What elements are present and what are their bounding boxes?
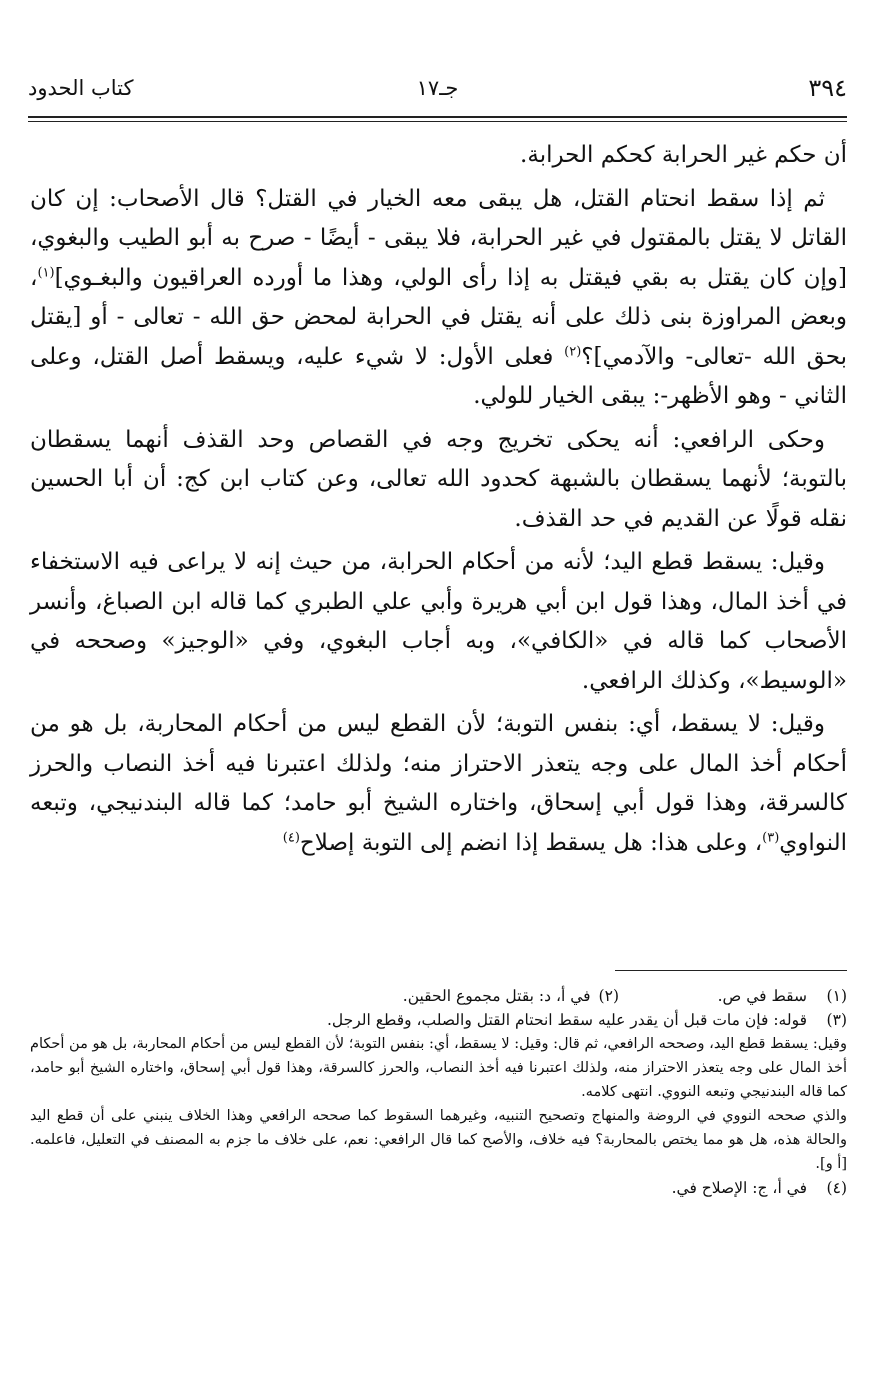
footnote-quote: والذي صححه النووي في الروضة والمنهاج وتصحيح التنبيه، وغيرهما السقوط كما صححه الرافعي وهذا الخلاف ينبني على أن قطع اليد والحالة هذه، هل هو مما يختص بالمحاربة؟ فيه خلاف، والأصح كما قال الرافعي: نعم، على خلاف ما جزم به المصنف في التعليل، فاعلمه. [أ و]. <box>30 1108 847 1172</box>
footnote-ref[interactable]: (٣) <box>762 829 780 845</box>
volume-number: جـ١٧ <box>416 76 459 100</box>
footnote-text: سقط في ص. <box>717 987 807 1005</box>
paragraph: أن حكم غير الحرابة كحكم الحرابة. <box>520 142 847 168</box>
footnote-number: (٢) <box>598 987 619 1005</box>
paragraph: وحكى الرافعي: أنه يحكى تخريج وجه في القصاص وحد القذف أنهما يسقطان بالتوبة؛ لأنهما يسقطان بالشبهة كحدود الله تعالى، وعن كتاب ابن كج: أن أبا الحسين نقله قولًا عن القديم في حد القذف. <box>30 426 847 532</box>
footnote-row <box>30 984 847 1008</box>
paragraph: وقيل: يسقط قطع اليد؛ لأنه من أحكام الحرابة، من حيث إنه لا يراعى فيه الاستخفاء في أخذ المال، وهذا قول ابن أبي هريرة وأبي علي الطبري كما قاله ابن الصباغ، وأنسر الأصحاب كما قاله في «الكافي»، وبه أجاب البغوي، وفي «الوجيز» وصححه في «الوسيط»، وكذلك الرافعي. <box>30 549 847 694</box>
footnote-ref[interactable]: (٤) <box>282 829 300 845</box>
footnote-quote: وقيل: يسقط قطع اليد، وصححه الرافعي، ثم قال: وقيل: لا يسقط، أي: بنفس التوبة؛ لأن القطع ليس من أحكام المحاربة، بل هو من أحكام أخذ المال على وجه يتعذر الاحتراز منه، ولذلك اعتبرنا فيه أخذ النصاب، والحرز كالسرقة، وهذا قول أبي إسحاق، واختاره الشيخ أبو حامد، كما قاله البندنيجي وتبعه النووي. انتهى كلامه. <box>30 1036 847 1100</box>
footnote-row <box>30 1008 847 1032</box>
footnote-number: (٣) <box>826 1011 847 1029</box>
paragraph-text: ثم إذا سقط انحتام القتل، هل يبقى معه الخيار في القتل؟ قال الأصحاب: إن كان القاتل لا يقتل بالمقتول في غير الحرابة، فلا يبقى - أيضًا - صرح به أبو الطيب والبغوي، [وإن كان يقتل به بقي فيقتل به إذا رأى الولي، وهذا ما أورده العراقيون والبغـوي] <box>30 185 847 291</box>
paragraph-text: فعلى الأول: لا شيء عليه، ويسقط أصل القتل، وعلى الثاني - وهو الأظهر-: يبقى الخيار للولي. <box>30 343 847 409</box>
book-title: كتاب الحدود <box>28 76 134 100</box>
footnote-row <box>30 1176 847 1200</box>
paragraph-text: ، وعلى هذا: هل يسقط إذا انضم إلى التوبة إصلاح <box>299 829 763 856</box>
footnote-text: في أ، د: بقتل مجموع الحقين. <box>402 987 591 1005</box>
footnote-ref[interactable]: (١) <box>37 264 55 280</box>
footnote-text: في أ، ج: الإصلاح في. <box>671 1179 807 1197</box>
footnote-number: (١) <box>826 987 847 1005</box>
paragraph <box>30 705 847 863</box>
footnote-ref[interactable]: (٢) <box>564 343 582 359</box>
paragraph <box>30 180 847 417</box>
footnotes <box>30 984 847 1200</box>
header-rule-thick <box>28 116 847 118</box>
footnote-number: (٤) <box>826 1179 847 1197</box>
running-header <box>28 68 847 108</box>
footnote-separator <box>615 970 847 971</box>
paragraph-text: ، وبعض المراوزة بنى ذلك على أنه يقتل في الحرابة لمحض حق الله - تعالى - أو [يقتل بحق الله -تعالى- والآدمي]؟ <box>30 264 847 370</box>
footnote-text: قوله: فإن مات قبل أن يقدر عليه سقط انحتام القتل والصلب، وقطع الرجل. <box>326 1011 807 1029</box>
main-text <box>30 136 847 867</box>
paragraph-text: وقيل: لا يسقط، أي: بنفس التوبة؛ لأن القطع ليس من أحكام المحاربة، بل هو من أحكام أخذ المال على وجه يتعذر الاحتراز منه؛ ولذلك اعتبرنا فيه أخذ النصاب والحرز كالسرقة، وهذا قول أبي إسحاق، واختاره الشيخ أبو حامد؛ كما قاله البندنيجي، وتبعه النواوي <box>30 711 847 856</box>
header-rule-thin <box>28 121 847 122</box>
page-number: ٣٩٤ <box>808 74 847 102</box>
